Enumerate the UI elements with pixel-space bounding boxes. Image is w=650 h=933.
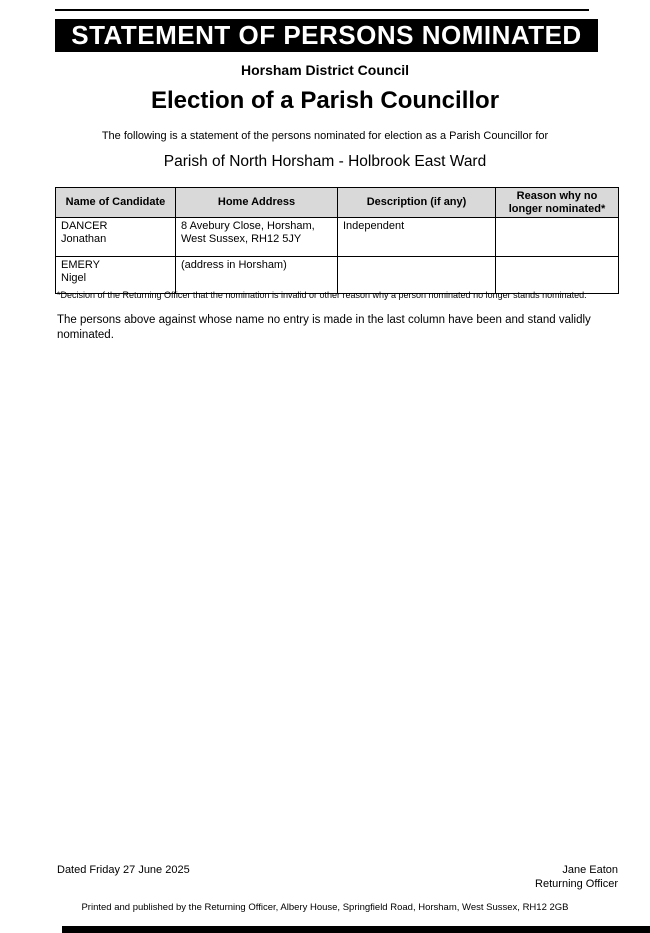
validity-statement: The persons above against whose name no entry is made in the last column have been and stand validly nominated. — [57, 314, 591, 341]
header-reason: Reason why no longer nominated* — [496, 188, 619, 218]
description-cell: Independent — [338, 218, 496, 257]
table-footnote: *Decision of the Returning Officer that the nomination is invalid or other reason why a person nominated no longer stands nominated. — [57, 290, 587, 300]
candidate-forename: Jonathan — [61, 233, 107, 246]
title-banner — [55, 19, 598, 52]
candidates-table — [55, 187, 619, 294]
header-home-address: Home Address — [176, 188, 338, 218]
home-address-cell: (address in Horsham) — [176, 257, 338, 294]
ward-title: Parish of North Horsham - Holbrook East Ward — [163, 153, 487, 170]
dated-line: Dated Friday 27 June 2025 — [57, 864, 190, 876]
returning-officer-block — [535, 864, 618, 892]
print-footer: Printed and published by the Returning Officer, Albery House, Springfield Road, Horsham, West Sussex, RH12 2GB — [81, 902, 569, 913]
candidate-surname: DANCER — [61, 220, 108, 233]
table-header-row — [56, 188, 619, 218]
reason-cell — [496, 257, 619, 294]
candidate-name-cell — [56, 257, 176, 294]
candidate-forename: Nigel — [61, 272, 87, 285]
scan-artifact-bottom — [62, 926, 650, 933]
title-banner-text: STATEMENT OF PERSONS NOMINATED — [71, 20, 582, 50]
table-row — [56, 257, 619, 294]
candidate-surname: EMERY — [61, 259, 100, 272]
description-cell — [338, 257, 496, 294]
header-description: Description (if any) — [338, 188, 496, 218]
scan-artifact-top — [55, 9, 589, 11]
reason-cell — [496, 218, 619, 257]
election-title: Election of a Parish Councillor — [150, 87, 500, 114]
statement-line: The following is a statement of the persons nominated for election as a Parish Councillor for — [101, 130, 549, 142]
returning-officer-title: Returning Officer — [535, 877, 618, 890]
table-row — [56, 218, 619, 257]
header-name-of-candidate: Name of Candidate — [56, 188, 176, 218]
home-address-cell: 8 Avebury Close, Horsham, West Sussex, RH12 5JY — [176, 218, 338, 257]
council-name: Horsham District Council — [240, 62, 410, 78]
returning-officer-name: Jane Eaton — [562, 864, 618, 876]
candidate-name-cell — [56, 218, 176, 257]
